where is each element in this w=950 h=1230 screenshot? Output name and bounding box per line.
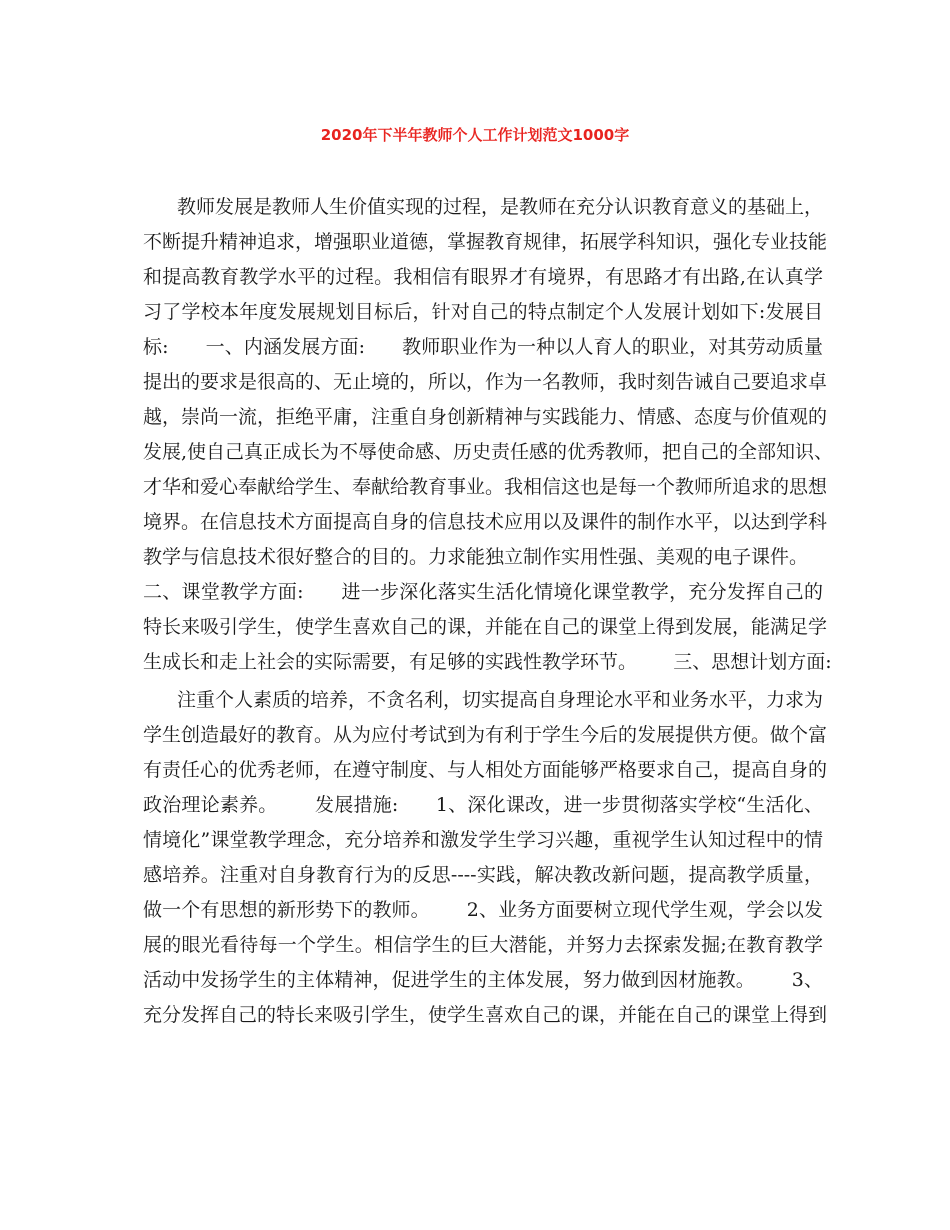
paragraph-line: 提出的要求是很高的、无止境的，所以，作为一名教师，我时刻告诫自己要追求卓: [143, 371, 828, 393]
paragraph-line: 教师发展是教师人生价值实现的过程，是教师在充分认识教育意义的基础上，: [177, 196, 824, 218]
paragraph-line: 政治理论素养。 发展措施: 1、深化课改，进一步贯彻落实学校“生活化、: [143, 794, 823, 816]
paragraph-line: 不断提升精神追求，增强职业道德，掌握教育规律，拓展学科知识，强化专业技能: [143, 231, 828, 253]
paragraph-line: 做一个有思想的新形势下的教师。 2、业务方面要树立现代学生观，学会以发: [143, 899, 823, 921]
document-title: 2020年下半年教师个人工作计划范文1000字: [320, 126, 630, 144]
paragraph-line: 活动中发扬学生的主体精神，促进学生的主体发展，努力做到因材施教。 3、: [143, 969, 823, 991]
paragraph-line: 情境化”课堂教学理念，充分培养和激发学生学习兴趣，重视学生认知过程中的情: [143, 829, 823, 851]
paragraph-line: 生成长和走上社会的实际需要，有足够的实践性教学环节。 三、思想计划方面:: [143, 651, 832, 673]
paragraph-line: 教学与信息技术很好整合的目的。力求能独立制作实用性强、美观的电子课件。: [143, 546, 809, 568]
paragraph-line: 特长来吸引学生，使学生喜欢自己的课，并能在自己的课堂上得到发展，能满足学: [143, 616, 828, 638]
paragraph-line: 感培养。注重对自身教育行为的反思----实践，解决教改新问题，提高教学质量，: [143, 864, 823, 886]
paragraph-line: 充分发挥自己的特长来吸引学生，使学生喜欢自己的课，并能在自己的课堂上得到: [143, 1004, 828, 1026]
paragraph-line: 才华和爱心奉献给学生、奉献给教育事业。我相信这也是每一个教师所追求的思想: [143, 476, 828, 498]
paragraph-line: 学生创造最好的教育。从为应付考试到为有利于学生今后的发展提供方便。做个富: [143, 724, 828, 746]
paragraph-line: 发展,使自己真正成长为不辱使命感、历史责任感的优秀教师，把自己的全部知识、: [143, 441, 834, 463]
paragraph-line: 有责任心的优秀老师，在遵守制度、与人相处方面能够严格要求自己，提高自身的: [143, 759, 828, 781]
paragraph-line: 标: 一、内涵发展方面: 教师职业作为一种以人育人的职业，对其劳动质量: [143, 336, 823, 358]
paragraph-line: 习了学校本年度发展规划目标后，针对自己的特点制定个人发展计划如下:发展目: [143, 301, 823, 323]
paragraph-line: 二、课堂教学方面: 进一步深化落实生活化情境化课堂教学，充分发挥自己的: [143, 581, 823, 603]
paragraph-line: 和提高教育教学水平的过程。我相信有眼界才有境界，有思路才有出路,在认真学: [143, 266, 823, 288]
paragraph-line: 展的眼光看待每一个学生。相信学生的巨大潜能，并努力去探索发掘;在教育教学: [143, 934, 823, 956]
paragraph-line: 越，崇尚一流，拒绝平庸，注重自身创新精神与实践能力、情感、态度与价值观的: [143, 406, 828, 428]
paragraph-line: 注重个人素质的培养，不贪名利，切实提高自身理论水平和业务水平，力求为: [177, 689, 824, 711]
paragraph-line: 境界。在信息技术方面提高自身的信息技术应用以及课件的制作水平，以达到学科: [143, 511, 828, 533]
